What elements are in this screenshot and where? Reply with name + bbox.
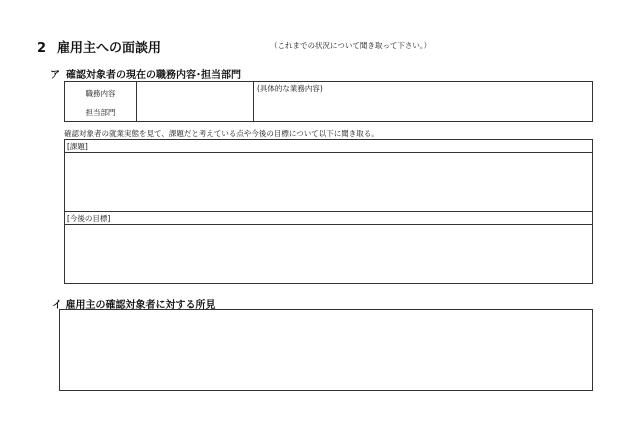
goals-divider <box>65 224 592 225</box>
details-label: (具体的な業務内容) <box>257 84 323 93</box>
section-note: （これまでの状況について聞き取って下さい。） <box>270 41 432 50</box>
goals-divider-top <box>65 211 592 212</box>
duties-label: 職務内容 <box>85 89 116 98</box>
opinion-box[interactable] <box>59 309 593 391</box>
part-b-title: 雇用主の確認対象者に対する所見 <box>65 300 216 311</box>
section-title: 雇用主への面談用 <box>57 41 162 56</box>
department-label: 担当部門 <box>85 108 116 117</box>
issues-divider <box>65 152 592 153</box>
part-a-title: 確認対象者の現在の職務内容･担当部門 <box>66 70 241 81</box>
part-a-heading <box>50 66 241 81</box>
goals-label: [今後の目標] <box>67 214 111 223</box>
part-b-mark: イ <box>52 300 62 311</box>
duties-input-cell[interactable] <box>136 82 254 121</box>
issues-goals-box[interactable] <box>64 139 593 284</box>
instruction-text: 確認対象者の就業実態を見て、課題だと考えている点や今後の目標について以下に聞き取る。 <box>64 129 379 138</box>
section-number: 2 <box>37 41 47 56</box>
issues-label: [課題] <box>67 142 88 151</box>
duties-table <box>64 81 593 122</box>
part-a-mark: ア <box>50 70 60 81</box>
section-heading <box>37 37 161 56</box>
